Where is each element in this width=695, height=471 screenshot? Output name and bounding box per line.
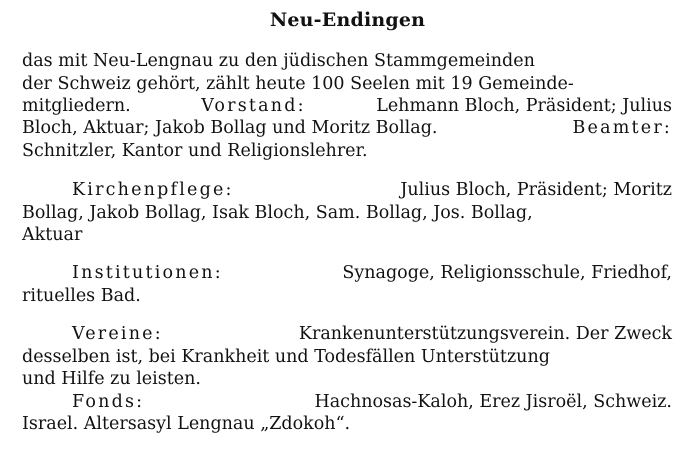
label-vorstand: Vorstand: xyxy=(201,96,306,116)
kirchenpflege-text-1: Julius Bloch, Präsident; Moritz xyxy=(400,180,672,200)
paragraph-vereine-line-1 xyxy=(72,323,672,345)
label-kirchenpflege: Kirchenpflege: xyxy=(72,180,234,200)
paragraph-vereine-line-2 xyxy=(22,346,672,368)
paragraph-intro-line-5 xyxy=(22,140,368,162)
fonds-text-2: Israel. Altersasyl Lengnau „Zdokoh“. xyxy=(22,414,351,434)
vereine-text-1: Krankenunterstützungsverein. Der Zweck xyxy=(298,324,672,344)
paragraph-kirchenpflege-line-3 xyxy=(22,224,82,246)
vereine-text-2: desselben ist, bei Krankheit und Todesfällen Unterstützung xyxy=(22,347,550,367)
paragraph-institutionen-line-1 xyxy=(72,262,672,284)
paragraph-fonds-line-2 xyxy=(22,413,350,435)
paragraph-intro-line-3 xyxy=(22,95,672,117)
paragraph-kirchenpflege-line-2 xyxy=(22,202,672,224)
intro-text-3c: Lehmann Bloch, Präsident; Julius xyxy=(376,96,672,116)
paragraph-intro-line-4 xyxy=(22,117,672,139)
paragraph-intro-line-1 xyxy=(22,50,672,72)
paragraph-fonds-line-1 xyxy=(72,391,672,413)
label-institutionen: Institutionen: xyxy=(72,263,223,283)
intro-text-5: Schnitzler, Kantor und Religionslehrer. xyxy=(22,141,368,161)
intro-text-3a: mitgliedern. xyxy=(22,96,131,116)
paragraph-institutionen-line-2 xyxy=(22,285,141,307)
page-title: Neu-Endingen xyxy=(269,9,426,31)
institutionen-text-1: Synagoge, Religionsschule, Friedhof, xyxy=(342,263,672,283)
label-beamter: Beamter: xyxy=(572,118,672,138)
fonds-text-1: Hachnosas-Kaloh, Erez Jisroël, Schweiz. xyxy=(314,392,672,412)
intro-text-2: der Schweiz gehört, zählt heute 100 Seelen mit 19 Gemeinde- xyxy=(22,74,574,94)
intro-text-1: das mit Neu-Lengnau zu den jüdischen Stammgemeinden xyxy=(22,51,535,71)
label-fonds: Fonds: xyxy=(72,392,145,412)
paragraph-vereine-line-3 xyxy=(22,368,201,390)
kirchenpflege-text-2: Bollag, Jakob Bollag, Isak Bloch, Sam. Bollag, Jos. Bollag, xyxy=(22,203,533,223)
kirchenpflege-text-3: Aktuar xyxy=(22,225,83,245)
vereine-text-3: und Hilfe zu leisten. xyxy=(22,369,201,389)
intro-text-4a: Bloch, Aktuar; Jakob Bollag und Moritz Bollag. xyxy=(22,118,438,138)
institutionen-text-2: rituelles Bad. xyxy=(22,286,141,306)
label-vereine: Vereine: xyxy=(72,324,163,344)
paragraph-kirchenpflege-line-1 xyxy=(72,179,672,201)
paragraph-intro-line-2 xyxy=(22,73,672,95)
